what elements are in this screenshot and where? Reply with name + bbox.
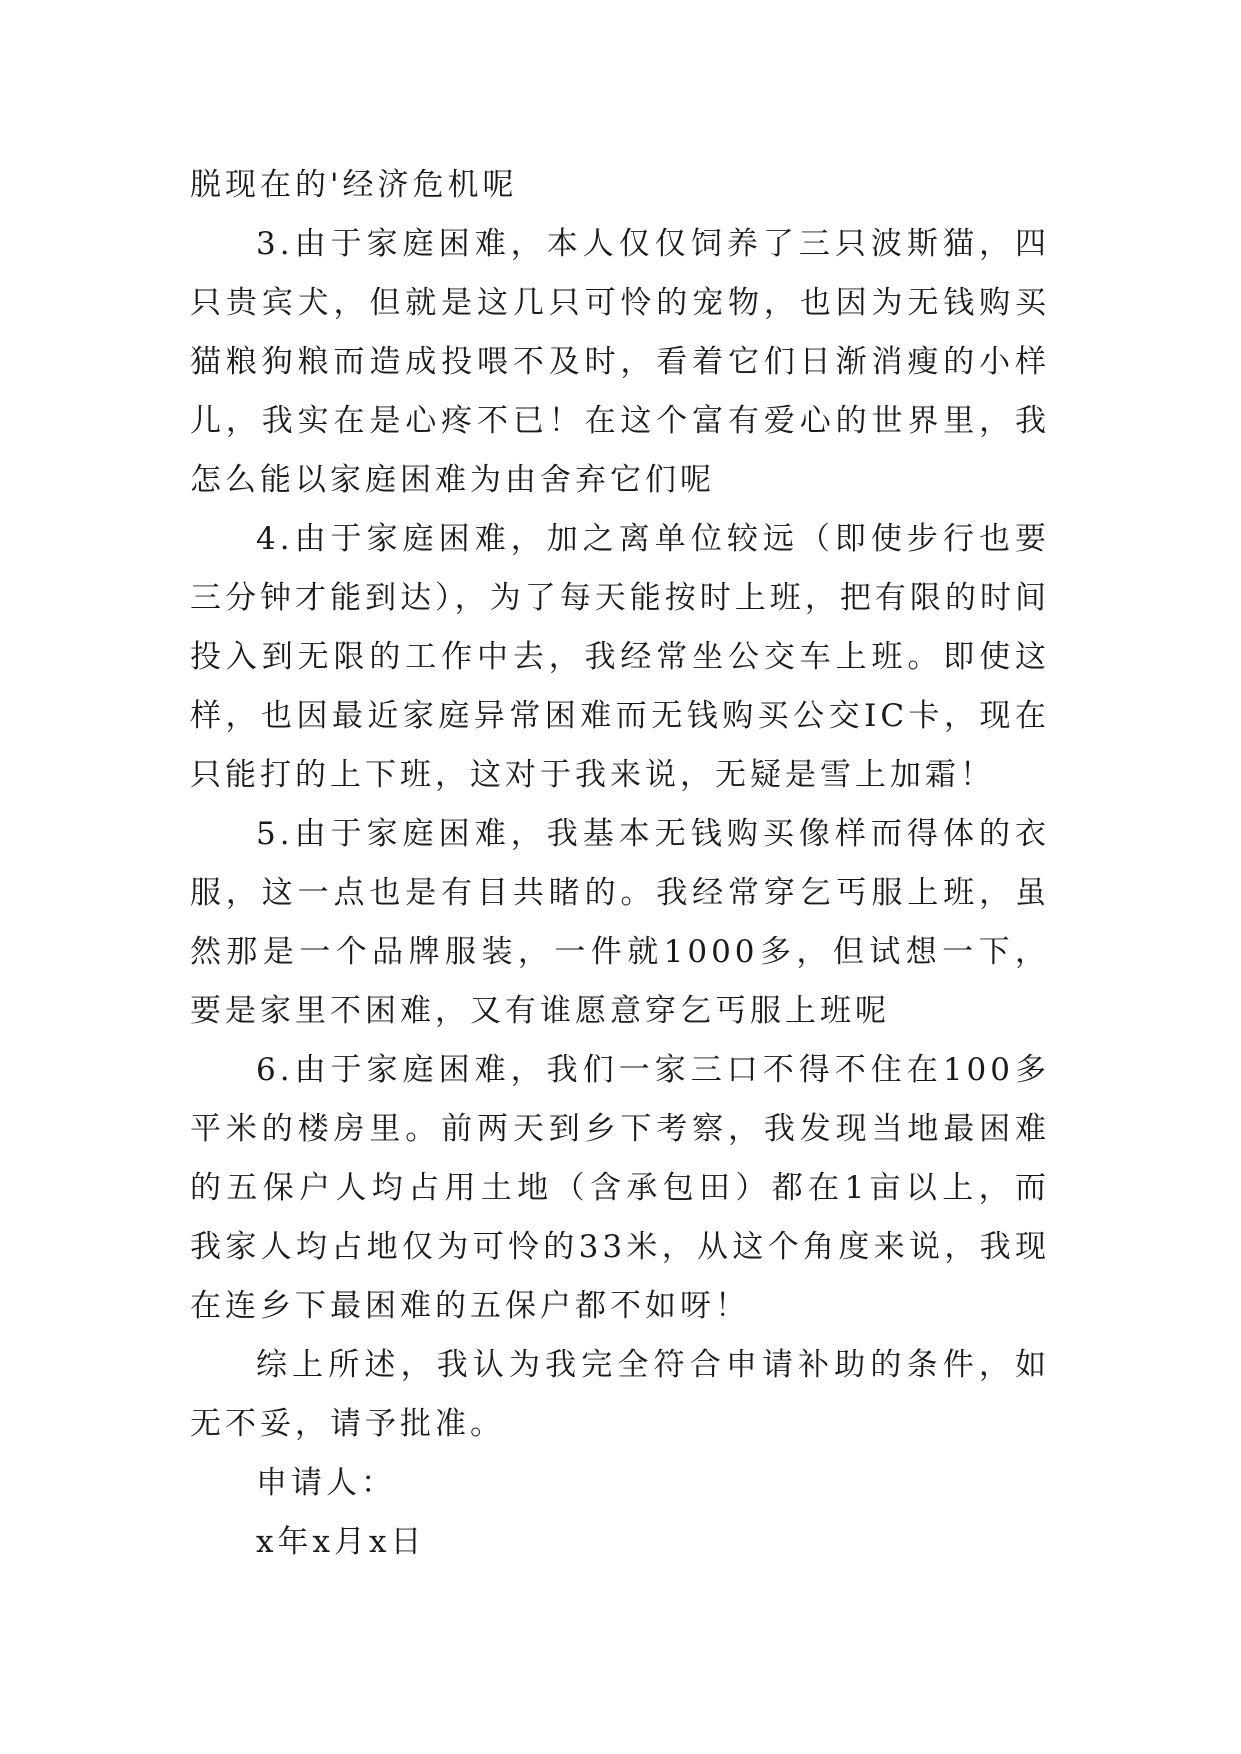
paragraph-conclusion: 综上所述，我认为我完全符合申请补助的条件，如无不妥，请予批准。 xyxy=(190,1347,1050,1442)
applicant-label: 申请人： xyxy=(256,1465,396,1501)
paragraph-item-6: 6.由于家庭困难，我们一家三口不得不住在100多平米的楼房里。前两天到乡下考察，我发现当地最困难的五保户人均占用土地（含承包田）都在1亩以上，而我家人均占地仅为可怜的33米，从这个角度来说，我现在连乡下最困难的五保户都不如呀！ xyxy=(190,1052,1050,1324)
signature-date: x年x月x日 xyxy=(256,1524,426,1560)
document-body xyxy=(190,156,1050,1572)
paragraph-item-5: 5.由于家庭困难，我基本无钱购买像样而得体的衣服，这一点也是有目共睹的。我经常穿乞丐服上班，虽然那是一个品牌服装，一件就1000多，但试想一下，要是家里不困难，又有谁愿意穿乞丐服上班呢 xyxy=(190,816,1050,1029)
paragraph-item-3: 3.由于家庭困难，本人仅仅饲养了三只波斯猫，四只贵宾犬，但就是这几只可怜的宠物，也因为无钱购买猫粮狗粮而造成投喂不及时，看着它们日渐消瘦的小样儿，我实在是心疼不已！在这个富有爱心的世界里，我怎么能以家庭困难为由舍弃它们呢 xyxy=(190,226,1050,498)
paragraph-item-4: 4.由于家庭困难，加之离单位较远（即使步行也要三分钟才能到达），为了每天能按时上班，把有限的时间投入到无限的工作中去，我经常坐公交车上班。即使这样，也因最近家庭异常困难而无钱购买公交IC卡，现在只能打的上下班，这对于我来说，无疑是雪上加霜！ xyxy=(190,521,1050,793)
paragraph-continuation: 脱现在的'经济危机呢 xyxy=(190,167,518,203)
